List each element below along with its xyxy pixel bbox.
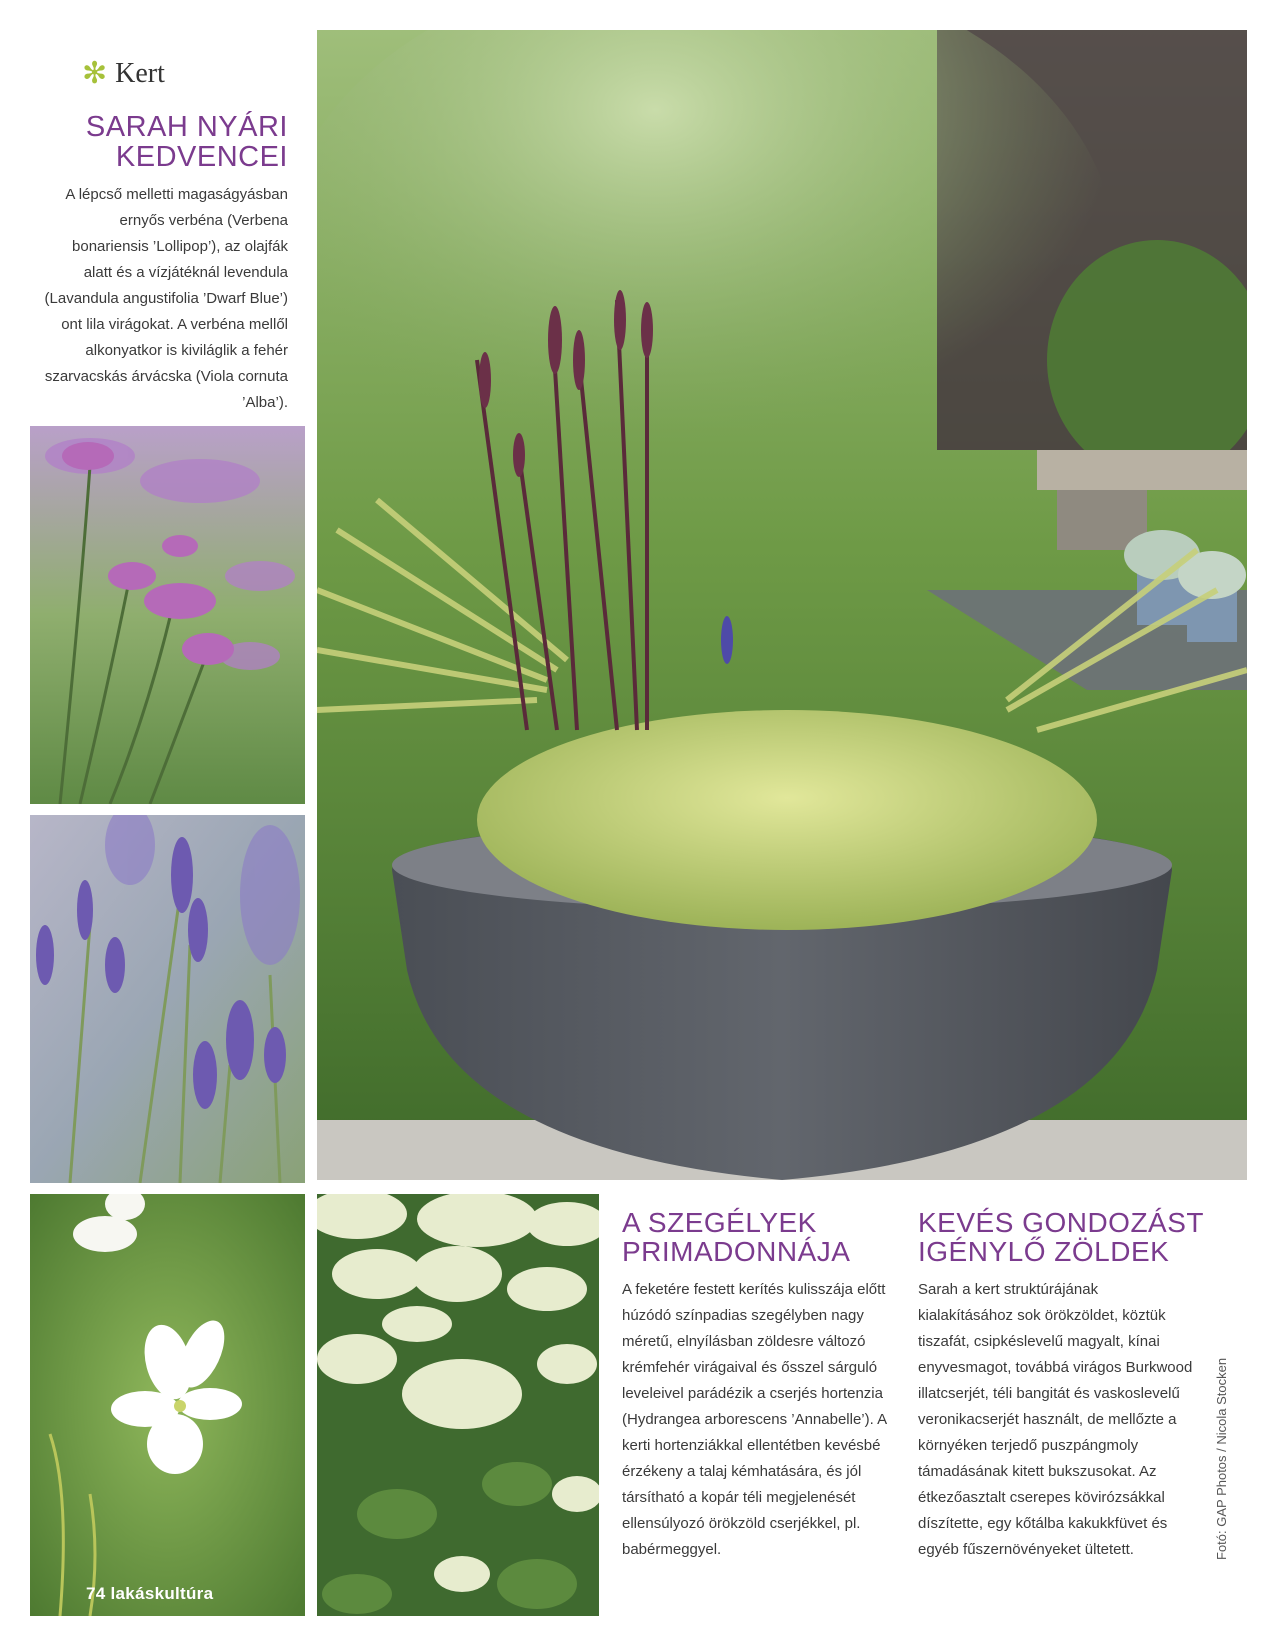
right-column-heading: [918, 1208, 1218, 1267]
main-photo-planter: [317, 30, 1247, 1180]
asterisk-flower-icon: ✻: [82, 56, 108, 91]
sidebar-paragraph: A lépcső melletti magaságyásban ernyős verbéna (Verbena bonariensis ’Lollipop’), az olajfák alatt és a vízjátéknál levendula (Lavandula angustifolia ’Dwarf Blue’) ont lila virágokat. A verbéna mellől alkonyatkor is kiviláglik a fehér szarvacskás árvácska (Viola cornuta ’Alba’).: [44, 186, 288, 411]
page-number: 74 lakáskultúra: [86, 1584, 214, 1603]
hydrangea-photo: [317, 1194, 599, 1616]
right-heading-line2: IGÉNYLŐ ZÖLDEK: [918, 1236, 1170, 1268]
photo-credit: Fotó: GAP Photos / Nicola Stocken: [1214, 1357, 1229, 1560]
sidebar-heading: [40, 112, 288, 173]
middle-heading-line1: A SZEGÉLYEK: [622, 1207, 817, 1238]
verbena-photo: [30, 426, 305, 804]
right-column-paragraph: Sarah a kert struktúrájának kialakításához sok örökzöldet, köztük tiszafát, csipkéslevelű magyalt, kínai enyvesmagot, továbbá virágos Burkwood illatcserjét, téli bangitát és vaskoslevelű veronikacserjét használt, de mellőzte a környéken terjedő puszpángmoly támadásának kitett bukszusokat. Az étkezőasztalt cserepes kövirózsákkal díszítette, egy kőtálba kakukkfüvet és egyéb fűszernövényeket ültetett.: [918, 1281, 1193, 1558]
lavender-photo: [30, 815, 305, 1183]
viola-photo: [30, 1194, 305, 1616]
sidebar-heading-line2: KEDVENCEI: [115, 141, 288, 174]
section-title: Kert: [115, 58, 165, 89]
middle-heading-line2: PRIMADONNÁJA: [622, 1236, 851, 1268]
middle-column-heading: [622, 1208, 902, 1267]
middle-column-paragraph: A feketére festett kerítés kulisszája előtt húzódó színpadias szegélyben nagy méretű, elnyílásban zöldesre változó krémfehér virágaival és ősszel sárguló leveleivel parádézik a cserjés hortenzia (Hydrangea arborescens ’Annabelle’). A kerti hortenziákkal ellentétben kevésbé érzékeny a talaj kémhatására, és jól társítható a kopár téli megjelenését ellensúlyozó örökzöld cserjékkel, pl. babérmeggyel.: [622, 1281, 887, 1558]
sidebar-heading-line1: SARAH NYÁRI: [85, 111, 288, 143]
right-heading-line1: KEVÉS GONDOZÁST: [918, 1207, 1204, 1238]
section-label: [82, 58, 165, 90]
